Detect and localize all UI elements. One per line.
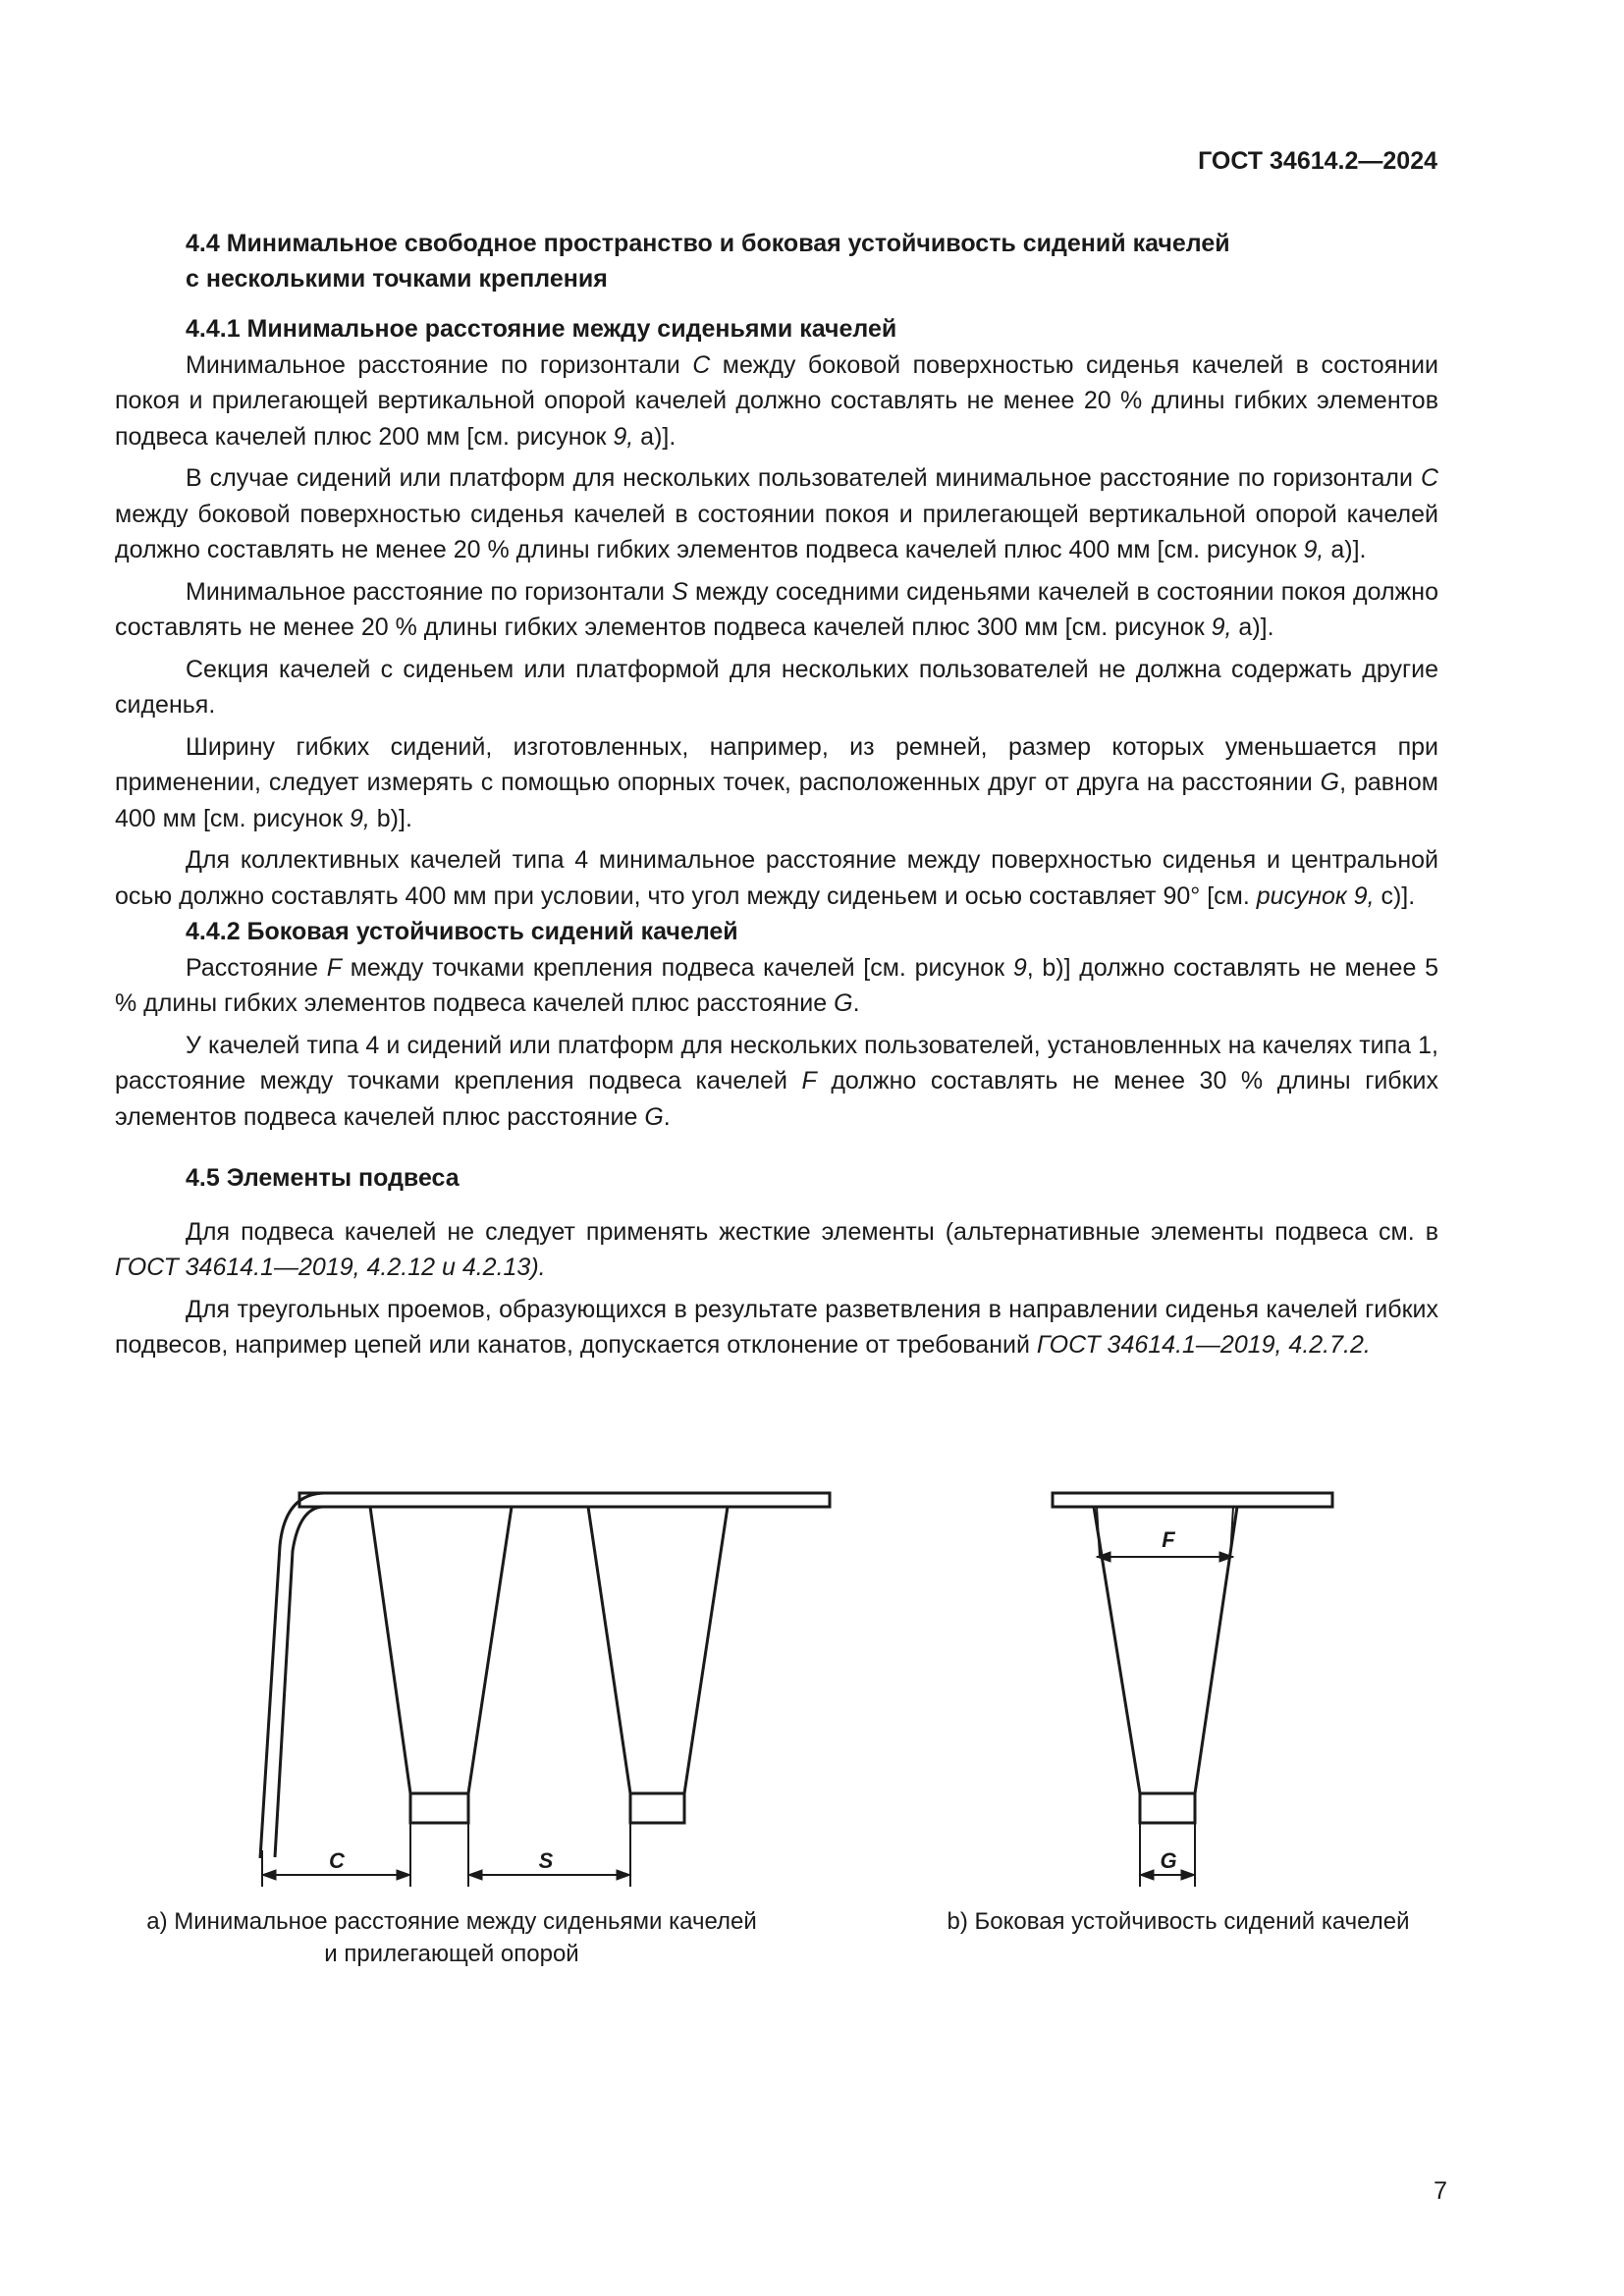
side-support-inner <box>275 1507 324 1857</box>
paragraph: Расстояние F между точками крепления подвеса качелей [см. рисунок 9, b)] должно составлять не менее 5 % длины гибких элементов подвеса качелей плюс расстояние G. <box>115 953 1438 1017</box>
arrow <box>1181 1870 1195 1880</box>
caption-a-line1: a) Минимальное расстояние между сиденьями качелей <box>146 1908 757 1935</box>
attachment-left <box>1097 1507 1100 1557</box>
section-4-4-title <box>115 226 1438 296</box>
swing1-seat <box>410 1793 468 1823</box>
arrow <box>397 1870 410 1880</box>
swing1-right-chain <box>468 1507 512 1793</box>
document-code: ГОСТ 34614.2—2024 <box>1198 147 1437 175</box>
paragraph: Минимальное расстояние по горизонтали S между соседними сиденьями качелей в состоянии покоя должно составлять не менее 20 % длины гибких элементов подвеса качелей плюс 300 мм [см. рисунок 9, a)]. <box>115 577 1438 641</box>
swing2-left-chain <box>588 1507 630 1793</box>
label-c: C <box>329 1848 345 1873</box>
paragraph: Для треугольных проемов, образующихся в результате разветвления в направлении сиденья качелей гибких подвесов, например цепей или канатов, допускается отклонение от требований ГОСТ 34614.1—2019, 4.2.7.2. <box>115 1295 1438 1359</box>
seat-b <box>1140 1793 1195 1823</box>
swing2-seat <box>630 1793 684 1823</box>
section-4-5-title: 4.5 Элементы подвеса <box>186 1164 460 1192</box>
label-f: F <box>1162 1527 1175 1552</box>
side-support-outer <box>260 1493 324 1858</box>
paragraph: Для подвеса качелей не следует применять жесткие элементы (альтернативные элементы подвеса см. в ГОСТ 34614.1—2019, 4.2.12 и 4.2.13). <box>115 1217 1438 1281</box>
arrow <box>1140 1870 1154 1880</box>
document-body <box>115 226 1438 1363</box>
chain-right <box>1195 1507 1237 1793</box>
arrow <box>1097 1552 1110 1562</box>
figure-caption-a <box>108 1905 795 1970</box>
section-4-4-title-line2: с несколькими точками крепления <box>186 265 608 293</box>
caption-a-line2: и прилегающей опорой <box>324 1941 579 1967</box>
arrow <box>1219 1552 1233 1562</box>
paragraph: У качелей типа 4 и сидений или платформ для нескольких пользователей, установленных на качелях типа 1, расстояние между точками крепления подвеса качелей F должно составлять не менее 30 % длины гибких элементов подвеса качелей плюс расстояние G. <box>115 1031 1439 1131</box>
arrow <box>262 1870 276 1880</box>
paragraph: Ширину гибких сидений, изготовленных, например, из ремней, размер которых уменьшается при применении, следует измерять с помощью опорных точек, расположенных друг от друга на расстоянии G, равном 400 мм [см. рисунок 9, b)]. <box>115 732 1438 832</box>
figure-b-lateral-stability <box>1053 1493 1332 1887</box>
paragraph: Минимальное расстояние по горизонтали C между боковой поверхностью сиденья качелей в состоянии покоя и прилегающей вертикальной опорой качелей должно составлять не менее 20 % длины гибких элементов подвеса качелей плюс 200 мм [см. рисунок 9, a)]. <box>115 350 1438 451</box>
arrow <box>617 1870 630 1880</box>
figure-a-swing-frame <box>260 1493 830 1887</box>
paragraph: Для коллективных качелей типа 4 минимальное расстояние между поверхностью сиденья и центральной осью должно составлять 400 мм при условии, что угол между сиденьем и осью составляет 90° [см. рисунок 9, c)]. <box>115 846 1438 910</box>
paragraph: Секция качелей с сиденьем или платформой для нескольких пользователей не должна содержать другие сиденья. <box>115 655 1438 719</box>
figure-caption-b: b) Боковая устойчивость сидений качелей <box>947 1908 1410 1935</box>
top-beam <box>299 1493 830 1507</box>
section-4-4-title-line1: 4.4 Минимальное свободное пространство и боковая устойчивость сидений качелей <box>186 230 1230 257</box>
section-4-4-1-title: 4.4.1 Минимальное расстояние между сиденьями качелей <box>186 315 897 343</box>
attachment-right <box>1230 1507 1233 1557</box>
chain-left <box>1094 1507 1140 1793</box>
label-s: S <box>538 1848 554 1873</box>
section-4-4-2-title: 4.4.2 Боковая устойчивость сидений качелей <box>186 918 738 945</box>
paragraph: В случае сидений или платформ для нескольких пользователей минимальное расстояние по горизонтали C между боковой поверхностью сиденья качелей в состоянии покоя и прилегающей вертикальной опорой качелей должно составлять не менее 20 % длины гибких элементов подвеса качелей плюс 400 мм [см. рисунок 9, a)]. <box>115 464 1438 563</box>
page-number: 7 <box>1434 2177 1447 2205</box>
arrow <box>468 1870 482 1880</box>
swing1-left-chain <box>370 1507 410 1793</box>
top-beam-b <box>1053 1493 1332 1507</box>
label-g: G <box>1160 1848 1177 1873</box>
swing2-right-chain <box>684 1507 728 1793</box>
